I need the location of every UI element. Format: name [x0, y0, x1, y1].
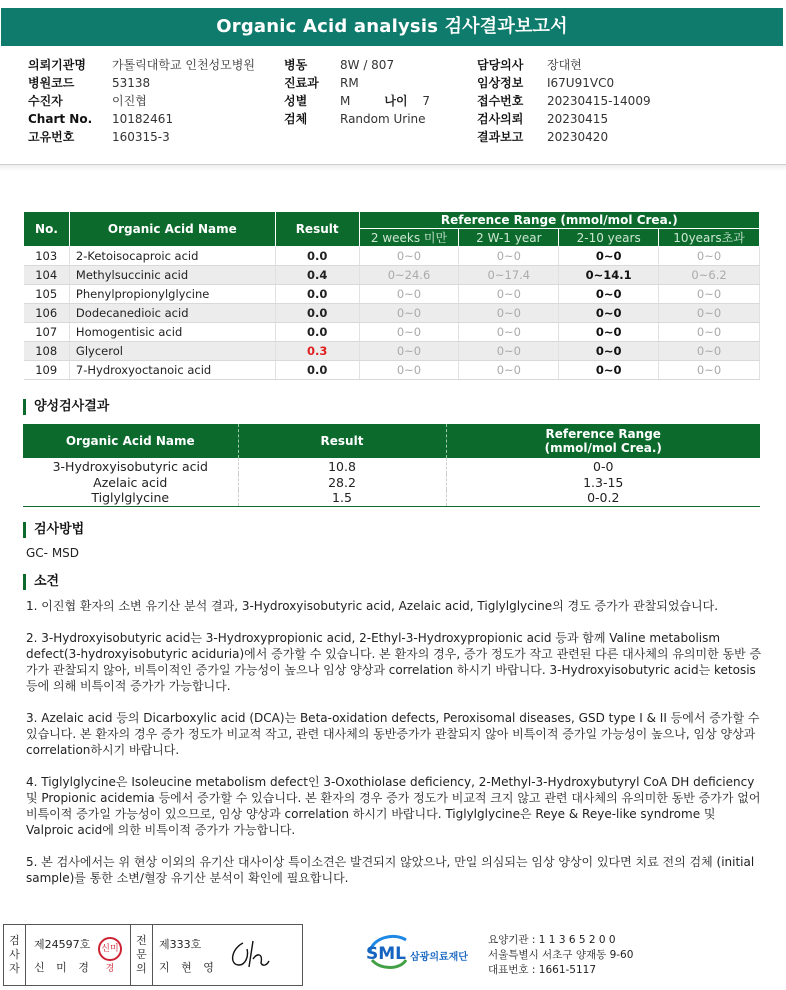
info-value: 53138	[112, 76, 151, 90]
table-row	[24, 247, 760, 266]
cell-no: 107	[24, 323, 70, 342]
info-label: 고유번호	[28, 130, 75, 144]
patient-info-left	[28, 56, 255, 146]
organization-info	[488, 933, 633, 978]
header-divider-shadow	[0, 165, 786, 171]
finding-1: 1. 이진협 환자의 소변 유기산 분석 결과, 3-Hydroxyisobutyric acid, Azelaic acid, Tiglylglycine의 경도 증가가 관찰되었습니다.	[26, 599, 719, 613]
info-label: 성별	[284, 94, 308, 108]
info-value: 160315-3	[112, 130, 170, 144]
cell-ref: 0~0	[659, 361, 760, 380]
positive-results-table	[23, 424, 760, 507]
sml-logo-text: SML	[366, 944, 406, 964]
cell-ref: 0~0	[559, 323, 659, 342]
table-row	[24, 285, 760, 304]
cell-ref: 0~0	[459, 342, 559, 361]
info-label: 결과보고	[477, 130, 524, 144]
info-label: 담당의사	[477, 58, 524, 72]
org-line: 서울특별시 서초구 양재동 9-60	[488, 949, 634, 961]
finding-5: 5. 본 검사에서는 위 현상 이외의 유기산 대사이상 특이소견은 발견되지 않았으나, 만일 의심되는 임상 양상이 있다면 치료 전의 검체 (initial sample)를 통한 소변/혈장 유기산 분석이 확인에 필요합니다.	[26, 855, 755, 885]
cell-no: 103	[24, 247, 70, 266]
cell-result: 28.2	[238, 474, 446, 490]
info-value: 20230420	[547, 130, 609, 144]
org-line: 대표번호 : 1661-5117	[488, 964, 597, 976]
info-value: 20230415	[547, 112, 609, 126]
cell-ref: 0~0	[659, 247, 760, 266]
ref-col-header: 2 W-1 year	[459, 229, 559, 247]
cell-result: 0.0	[275, 304, 359, 323]
cell-result: 0.0	[275, 361, 359, 380]
cell-ref: 0~0	[459, 304, 559, 323]
cell-ref: 0~0	[559, 342, 659, 361]
reviewer-side-label: 전 문 의	[131, 925, 153, 985]
cell-ref: 0~0	[459, 285, 559, 304]
patient-info-middle	[284, 56, 430, 128]
cell-ref: 0~0	[659, 323, 760, 342]
cell-name: 3-Hydroxyisobutyric acid	[23, 458, 238, 474]
info-label: 수진자	[28, 94, 63, 108]
table-row	[24, 304, 760, 323]
cell-ref: 0~0	[559, 285, 659, 304]
info-value: M	[340, 94, 351, 108]
cell-name: Homogentisic acid	[69, 323, 275, 342]
finding-3: 3. Azelaic acid 등의 Dicarboxylic acid (DCA)는 Beta-oxidation defects, Peroxisomal diseases, GSD type I & II 등에서 증가할 수 있습니다. 본 환자의 경우 증가 정도가 비교적 작고, 관련 대사체의 동반증가가 관찰되지 않아 비특이적 증가일 가능성이 높으나, 임상 양상과 correlation하시기 바랍니다.	[26, 711, 760, 757]
reviewer-name: 지 현 영	[159, 961, 218, 974]
info-label: 검체	[284, 112, 308, 126]
finding-4: 4. Tiglylglycine은 Isoleucine metabolism defect인 3-Oxothiolase deficiency, 2-Methyl-3-Hydroxybutyryl CoA DH deficiency 및 Propionic acidemia 등에서 증가할 수 있습니다. 본 환자의 경우 증가 정도가 비교적 크지 않고 관련 대사체의 유의미한 동반 증가가 없어 비특이적 증가일 가능성이 있으므로, 임상 양상과 correlation 하시기 바랍니다. Tiglylglycine은 Reye & Reye-like syndrome 및 Valproic acid에 의한 비특이적 증가가 가능합니다.	[26, 775, 761, 837]
cell-name: 2-Ketoisocaproic acid	[69, 247, 275, 266]
info-label: 병원코드	[28, 76, 75, 90]
cell-ref: 0~0	[559, 361, 659, 380]
cell-ref: 0~0	[359, 361, 459, 380]
col-header-name: Organic Acid Name	[69, 212, 275, 247]
cell-ref: 1.3-15	[583, 474, 624, 490]
cell-no: 109	[24, 361, 70, 380]
info-value: Random Urine	[340, 112, 426, 126]
cell-name: Phenylpropionylglycine	[69, 285, 275, 304]
sml-logo-subtitle: 삼광의료재단	[410, 952, 468, 963]
age-value: 7	[422, 94, 430, 108]
cell-name: Methylsuccinic acid	[69, 266, 275, 285]
cell-name: Tiglylglycine	[23, 490, 238, 506]
cell-ref: 0~0	[659, 285, 760, 304]
info-label: 의뢰기관명	[28, 58, 86, 72]
cell-no: 106	[24, 304, 70, 323]
method-heading: 검사방법	[23, 522, 84, 538]
cell-ref: 0~0	[559, 304, 659, 323]
cell-ref: 0~24.6	[359, 266, 459, 285]
organic-acid-table	[23, 211, 760, 380]
cell-ref: 0~0	[459, 247, 559, 266]
cell-ref: 0-0.2	[446, 490, 760, 506]
cell-ref: 0~0	[659, 342, 760, 361]
cell-ref: 0~14.1	[559, 266, 659, 285]
cell-ref: 0~0	[459, 361, 559, 380]
cell-result: 10.8	[238, 458, 446, 474]
cell-name: Azelaic acid	[23, 474, 238, 490]
info-label: 진료과	[284, 76, 319, 90]
cell-result: 0.3	[275, 342, 359, 361]
cell-ref: 0~6.2	[659, 266, 760, 285]
inspector-side-label: 검 사 자	[4, 925, 26, 985]
signature-box	[3, 924, 303, 986]
info-value: 이진협	[112, 94, 147, 108]
org-line: 요양기관 : 1 1 3 6 5 2 0 0	[488, 934, 616, 946]
ref-col-header: 2-10 years	[559, 229, 659, 247]
cell-no: 108	[24, 342, 70, 361]
cell-result: 0.0	[275, 323, 359, 342]
cell-ref: 0~0	[359, 323, 459, 342]
cell-no: 105	[24, 285, 70, 304]
col-header-result: Result	[275, 212, 359, 247]
cell-ref: 0~0	[359, 304, 459, 323]
age-label: 나이	[384, 94, 408, 108]
seal-stamp-icon: 신미경	[98, 937, 122, 961]
table-row	[24, 266, 760, 285]
col-header-result: Result	[238, 424, 446, 458]
col-header-reference: Reference Range (mmol/mol Crea.)	[446, 424, 760, 458]
ref-col-header: 2 weeks 미만	[359, 229, 459, 247]
cell-name: Dodecanedioic acid	[69, 304, 275, 323]
table-row	[24, 323, 760, 342]
inspector-license: 제24597호	[34, 938, 91, 951]
info-value: 20230415-14009	[547, 94, 651, 108]
info-value: RM	[340, 76, 359, 90]
cell-no: 104	[24, 266, 70, 285]
ref-col-header: 10years초과	[659, 229, 760, 247]
cell-result: 0.4	[275, 266, 359, 285]
table-row	[23, 474, 760, 490]
cell-ref: 0~0	[659, 304, 760, 323]
cell-ref: 0~0	[359, 342, 459, 361]
cell-ref: 0~0	[359, 247, 459, 266]
inspector-cell	[26, 925, 131, 985]
table-row	[24, 342, 760, 361]
info-label: 검사의뢰	[477, 112, 524, 126]
col-header-reference: Reference Range (mmol/mol Crea.)	[359, 212, 759, 229]
findings-heading: 소견	[23, 574, 59, 590]
positive-results-heading: 양성검사결과	[23, 399, 109, 415]
cell-result: 1.5	[238, 490, 446, 506]
info-value: 10182461	[112, 112, 174, 126]
info-label: 임상정보	[477, 76, 524, 90]
cell-result: 0.0	[275, 247, 359, 266]
cell-ref: 0~0	[559, 247, 659, 266]
info-label: Chart No.	[28, 112, 93, 126]
cell-result: 0.0	[275, 285, 359, 304]
patient-info-right	[477, 56, 651, 146]
cell-name: 7-Hydroxyoctanoic acid	[69, 361, 275, 380]
col-header-name: Organic Acid Name	[23, 424, 238, 458]
info-value: I67U91VC0	[547, 76, 615, 90]
col-header-no: No.	[24, 212, 70, 247]
report-title: Organic Acid analysis 검사결과보고서	[1, 8, 783, 46]
info-label: 병동	[284, 58, 308, 72]
finding-2: 2. 3-Hydroxyisobutyric acid는 3-Hydroxypropionic acid, 2-Ethyl-3-Hydroxypropionic acid 등과 함께 Valine metabolism defect(3-hydroxyisobutyric aciduria)에서 증가할 수 있습니다. 본 환자의 경우, 증가 정도가 작고 관련된 다른 대사체의 유의미한 동반 증가가 관찰되지 않아, 비특이적인 증가일 가능성이 높으나 임상 양상과 correlation 하시기 바랍니다. 3-Hydroxyisobutyric acid는 ketosis 등에 의해 비특이적 증가가 가능합니다.	[26, 631, 762, 693]
info-value: 장대현	[547, 58, 582, 72]
cell-name: Glycerol	[69, 342, 275, 361]
reviewer-cell	[153, 925, 302, 985]
cell-ref: 0-0	[593, 458, 614, 474]
info-value: 8W / 807	[340, 58, 395, 72]
method-text: GC- MSD	[26, 546, 80, 560]
table-row	[24, 361, 760, 380]
info-value: 가톨릭대학교 인천성모병원	[112, 58, 255, 72]
table-row	[23, 458, 760, 474]
cell-ref: 0~0	[459, 323, 559, 342]
info-label: 접수번호	[477, 94, 524, 108]
cell-ref: 0~17.4	[459, 266, 559, 285]
table-row	[23, 490, 760, 506]
reviewer-license: 제333호	[159, 938, 202, 951]
cell-ref: 0~0	[359, 285, 459, 304]
inspector-name: 신 미 경	[34, 961, 93, 974]
signature-icon	[223, 935, 273, 973]
